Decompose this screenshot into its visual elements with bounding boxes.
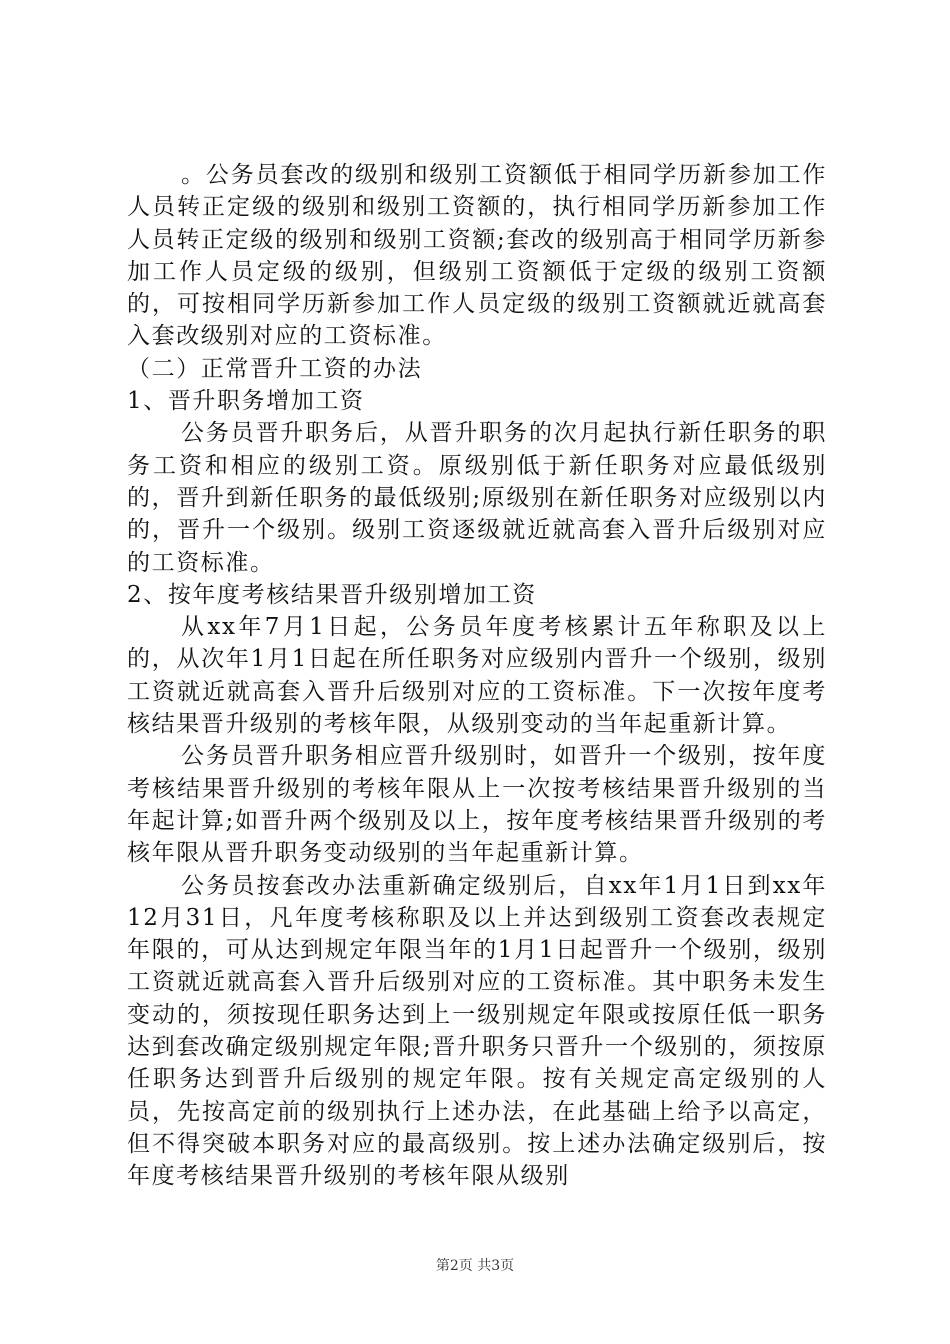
paragraph-1: 。公务员套改的级别和级别工资额低于相同学历新参加工作人员转正定级的级别和级别工资额的，执行相同学历新参加工作人员转正定级的级别和级别工资额;套改的级别高于相同学历新参加工作人员定级的级别，但级别工资额低于定级的级别工资额的，可按相同学历新参加工作人员定级的级别工资额就近就高套入套改级别对应的工资标准。: [127, 162, 827, 350]
page-footer: 第2页 共3页: [435, 1258, 515, 1274]
paragraph-3: 从xx年7月1日起，公务员年度考核累计五年称职及以上的，从次年1月1日起在所任职务对应级别内晋升一个级别，级别工资就近就高套入晋升后级别对应的工资标准。下一次按年度考核结果晋升级别的考核年限，从级别变动的当年起重新计算。: [127, 614, 827, 738]
section-heading-2: （二）正常晋升工资的办法: [127, 355, 423, 382]
paragraph-5: 公务员按套改办法重新确定级别后，自xx年1月1日到xx年12月31日，凡年度考核称职及以上并达到级别工资套改表规定年限的，可从达到规定年限当年的1月1日起晋升一个级别，级别工资就近就高套入晋升后级别对应的工资标准。其中职务未发生变动的，须按现任职务达到上一级别规定年限或按原任低一职务达到套改确定级别规定年限;晋升职务只晋升一个级别的，须按原任职务达到晋升后级别的规定年限。按有关规定高定级别的人员，先按高定前的级别执行上述办法，在此基础上给予以高定，但不得突破本职务对应的最高级别。按上述办法确定级别后，按年度考核结果晋升级别的考核年限从级别: [127, 872, 827, 1190]
subsection-heading-2: 2、按年度考核结果晋升级别增加工资: [127, 581, 537, 608]
paragraph-4: 公务员晋升职务相应晋升级别时，如晋升一个级别，按年度考核结果晋升级别的考核年限从上一次按考核结果晋升级别的当年起计算;如晋升两个级别及以上，按年度考核结果晋升级别的考核年限从晋升职务变动级别的当年起重新计算。: [127, 743, 827, 867]
subsection-heading-1: 1、晋升职务增加工资: [127, 388, 365, 415]
document-body: [127, 159, 827, 1193]
paragraph-2: 公务员晋升职务后，从晋升职务的次月起执行新任职务的职务工资和相应的级别工资。原级别低于新任职务对应最低级别的，晋升到新任职务的最低级别;原级别在新任职务对应级别以内的，晋升一个级别。级别工资逐级就近就高套入晋升后级别对应的工资标准。: [127, 420, 827, 576]
